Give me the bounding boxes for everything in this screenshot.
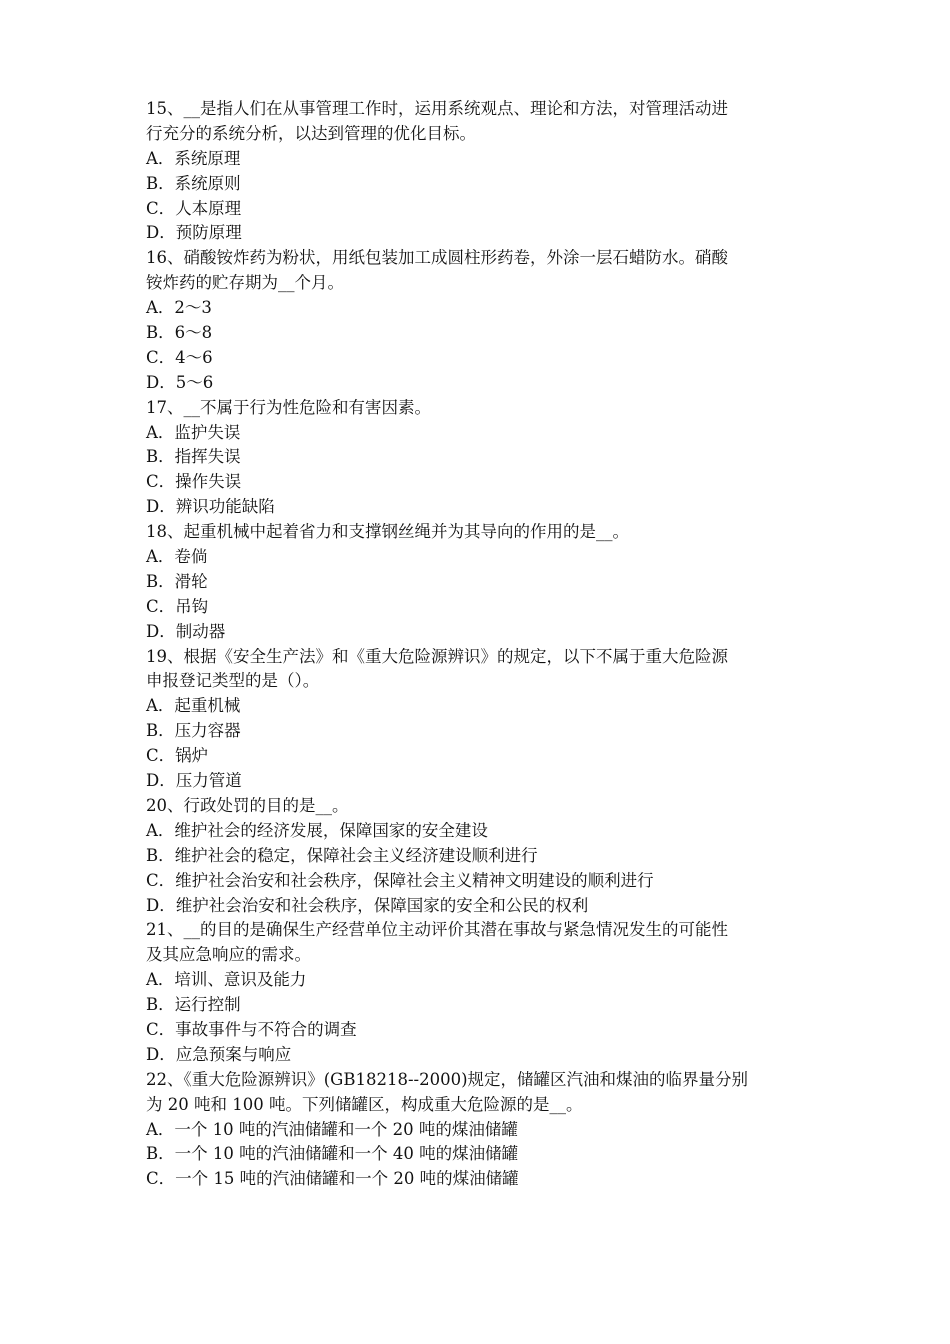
text-line: 15、__是指人们在从事管理工作时，运用系统观点、理论和方法，对管理活动进 (146, 99, 728, 118)
text-line: B．压力容器 (146, 721, 241, 741)
text-line: C．人本原理 (146, 198, 242, 218)
text-line: 17、__不属于行为性危险和有害因素。 (146, 397, 431, 417)
text-line: 16、硝酸铵炸药为粉状，用纸包装加工成圆柱形药卷，外涂一层石蜡防水。硝酸 (146, 248, 728, 268)
text-line: 为 20 吨和 100 吨。下列储罐区，构成重大危险源的是__。 (146, 1094, 583, 1114)
text-line: D．制动器 (146, 621, 226, 641)
text-line: A．维护社会的经济发展，保障国家的安全建设 (146, 820, 488, 840)
text-line: A．培训、意识及能力 (146, 970, 307, 990)
text-line: B．滑轮 (146, 571, 208, 591)
text-line: C．4～6 (146, 347, 213, 367)
text-line: C．维护社会治安和社会秩序，保障社会主义精神文明建设的顺利进行 (146, 870, 654, 890)
text-line: C．事故事件与不符合的调查 (146, 1019, 357, 1039)
text-line: 18、起重机械中起着省力和支撑钢丝绳并为其导向的作用的是__。 (146, 522, 629, 542)
text-line: B．运行控制 (146, 995, 241, 1015)
text-line: A．监护失误 (146, 422, 241, 442)
text-line: 20、行政处罚的目的是__。 (146, 795, 349, 815)
text-line: 行充分的系统分析，以达到管理的优化目标。 (146, 123, 476, 143)
text-line: A．起重机械 (146, 696, 241, 716)
text-line: A．2～3 (146, 298, 212, 318)
text-line: B．6～8 (146, 323, 213, 343)
text-line: D．5～6 (146, 372, 214, 392)
text-line: D．预防原理 (146, 223, 242, 243)
text-line: B．一个 10 吨的汽油储罐和一个 40 吨的煤油储罐 (146, 1144, 519, 1164)
text-line: D．压力管道 (146, 771, 242, 791)
text-line: A．卷倘 (146, 547, 208, 567)
text-line: 21、__的目的是确保生产经营单位主动评价其潜在事故与紧急情况发生的可能性 (146, 920, 728, 940)
text-line: 铵炸药的贮存期为__个月。 (146, 273, 344, 293)
text-line: C．操作失误 (146, 472, 242, 492)
text-line: B．系统原则 (146, 173, 241, 193)
text-line: C．锅炉 (146, 746, 209, 766)
document-page (146, 97, 826, 1192)
text-line: 申报登记类型的是（）。 (146, 671, 320, 691)
text-line: A．系统原理 (146, 148, 241, 168)
text-line: A．一个 10 吨的汽油储罐和一个 20 吨的煤油储罐 (146, 1119, 518, 1139)
text-line: B．维护社会的稳定，保障社会主义经济建设顺利进行 (146, 845, 538, 865)
text-line: B．指挥失误 (146, 447, 241, 467)
text-line: 及其应急响应的需求。 (146, 945, 311, 965)
text-line: D．维护社会治安和社会秩序，保障国家的安全和公民的权利 (146, 895, 589, 915)
text-line: C．一个 15 吨的汽油储罐和一个 20 吨的煤油储罐 (146, 1169, 519, 1189)
text-line: C．吊钩 (146, 596, 209, 616)
text-line: 19、根据《安全生产法》和《重大危险源辨识》的规定，以下不属于重大危险源 (146, 646, 728, 666)
text-line: 22、《重大危险源辨识》(GB18218--2000)规定，储罐区汽油和煤油的临界量分别 (146, 1069, 749, 1089)
text-line: D．应急预案与响应 (146, 1044, 292, 1064)
text-line: D．辨识功能缺陷 (146, 497, 275, 517)
